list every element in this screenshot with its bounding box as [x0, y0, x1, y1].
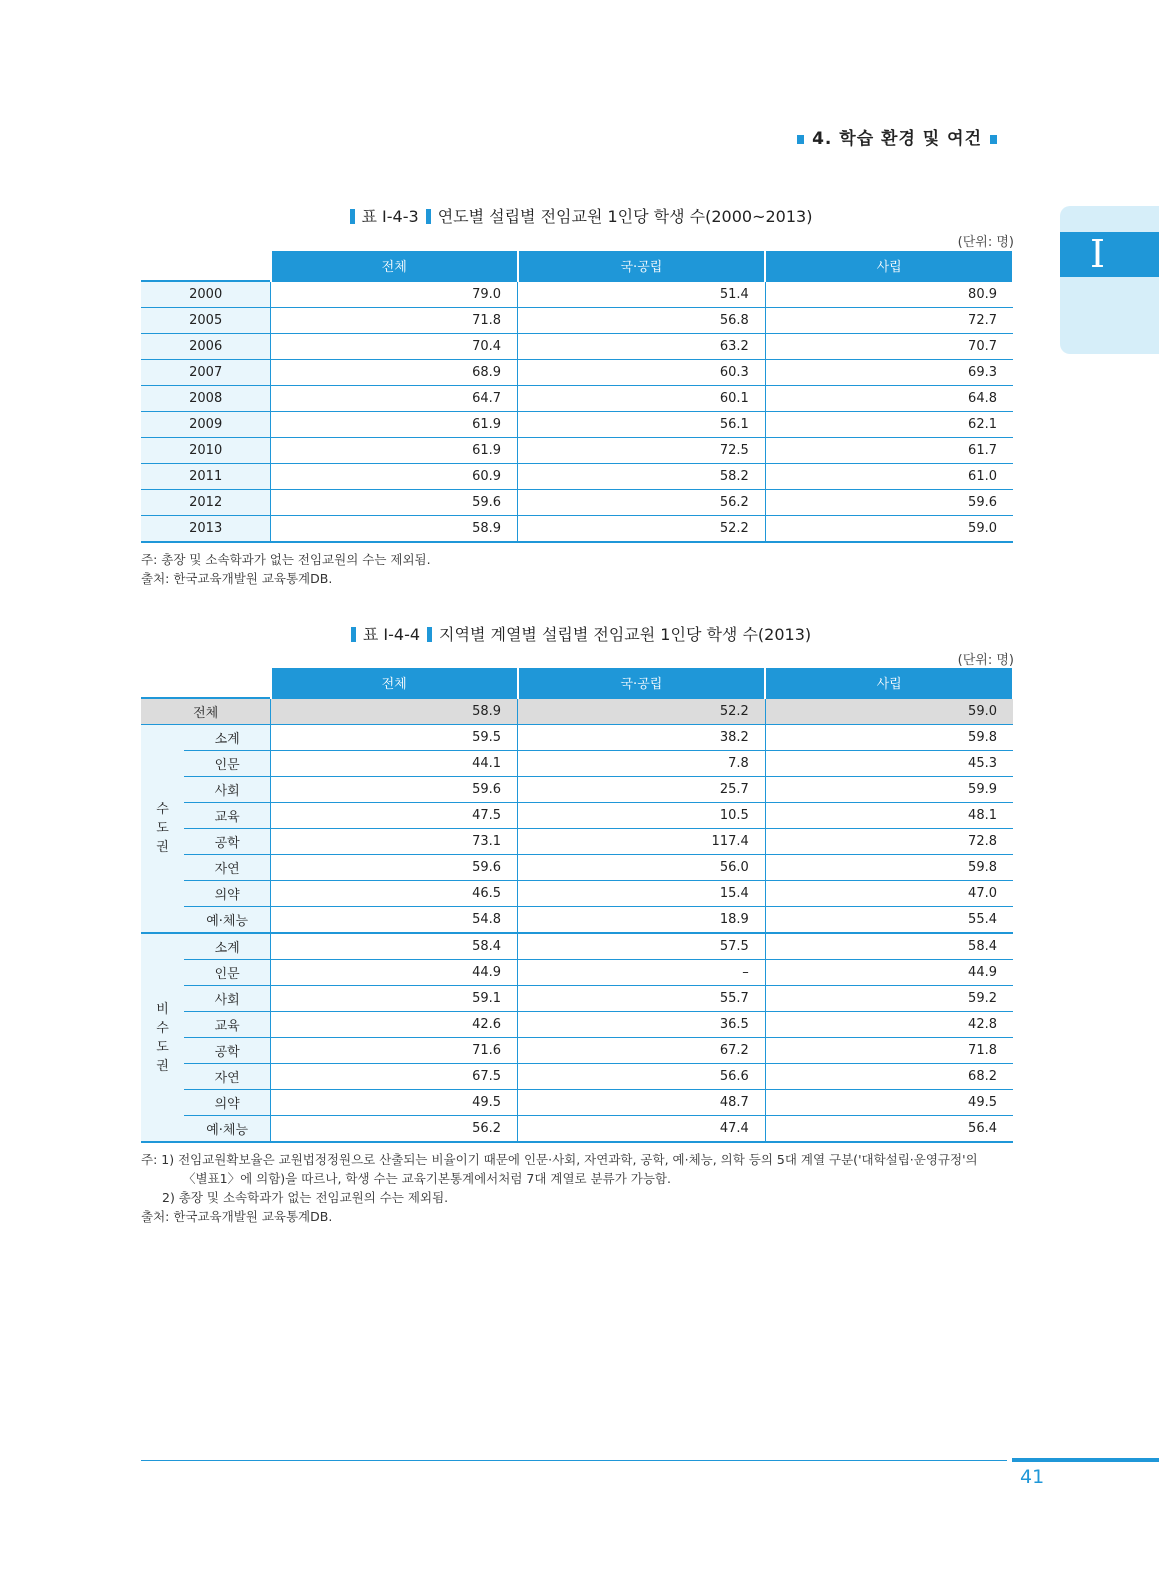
table2-col-header: 전체 — [271, 668, 518, 698]
table1-notes — [141, 550, 1021, 588]
table-row — [141, 412, 1013, 438]
table-row — [141, 803, 1013, 829]
field-cell: 소계 — [184, 933, 271, 960]
value-cell: 60.3 — [518, 360, 766, 386]
year-cell: 2007 — [141, 360, 271, 386]
bar-icon — [351, 627, 356, 642]
value-cell: 59.6 — [765, 490, 1013, 516]
value-cell: 59.6 — [271, 777, 518, 803]
field-cell: 소계 — [184, 725, 271, 751]
value-cell: 47.5 — [271, 803, 518, 829]
year-cell: 2013 — [141, 516, 271, 543]
table2-notes — [141, 1150, 1021, 1226]
value-cell: 71.8 — [765, 1038, 1013, 1064]
value-cell: 58.9 — [271, 698, 518, 725]
total-row — [141, 698, 1013, 725]
year-cell: 2006 — [141, 334, 271, 360]
table-row — [141, 281, 1013, 308]
year-cell: 2005 — [141, 308, 271, 334]
value-cell: 56.4 — [765, 1116, 1013, 1143]
table-row — [141, 725, 1013, 751]
table2-header-blank — [141, 668, 271, 698]
value-cell: 47.0 — [765, 881, 1013, 907]
table1-col-header: 전체 — [271, 251, 518, 281]
value-cell: 60.9 — [271, 464, 518, 490]
table1-col-header: 국·공립 — [518, 251, 766, 281]
field-cell: 사회 — [184, 986, 271, 1012]
footer-accent-bar — [1012, 1458, 1159, 1462]
value-cell: 55.7 — [518, 986, 766, 1012]
table2 — [141, 668, 1014, 1143]
value-cell: 55.4 — [765, 907, 1013, 934]
table-row — [141, 516, 1013, 543]
table2-code: 표 Ⅰ-4-4 — [362, 625, 421, 644]
value-cell: 71.8 — [271, 308, 518, 334]
table2-note-1: 주: 1) 전임교원확보율은 교원법정정원으로 산출되는 비율이기 때문에 인문·사회, 자연과학, 공학, 예·체능, 의학 등의 5대 계열 구분('대학설립·운영규정'의 — [141, 1152, 978, 1167]
value-cell: 44.9 — [271, 960, 518, 986]
chapter-side-number: Ⅰ — [1089, 232, 1105, 276]
field-cell: 사회 — [184, 777, 271, 803]
table-row — [141, 1012, 1013, 1038]
value-cell: 70.4 — [271, 334, 518, 360]
value-cell: 49.5 — [765, 1090, 1013, 1116]
value-cell: 72.5 — [518, 438, 766, 464]
table-row — [141, 490, 1013, 516]
value-cell: 38.2 — [518, 725, 766, 751]
value-cell: 59.8 — [765, 855, 1013, 881]
region-name: 비수도권 — [156, 1001, 169, 1074]
table-row — [141, 933, 1013, 960]
field-cell: 자연 — [184, 855, 271, 881]
value-cell: 61.7 — [765, 438, 1013, 464]
year-cell: 2008 — [141, 386, 271, 412]
table2-note-2: 2) 총장 및 소속학과가 없는 전임교원의 수는 제외됨. — [162, 1190, 449, 1205]
table1-note: 주: 총장 및 소속학과가 없는 전임교원의 수는 제외됨. — [141, 552, 431, 567]
value-cell: 71.6 — [271, 1038, 518, 1064]
value-cell: 42.8 — [765, 1012, 1013, 1038]
value-cell: 59.9 — [765, 777, 1013, 803]
value-cell: 48.7 — [518, 1090, 766, 1116]
page-number: 41 — [1020, 1466, 1045, 1488]
chapter-header — [789, 124, 1005, 149]
value-cell: 80.9 — [765, 281, 1013, 308]
table-row — [141, 438, 1013, 464]
value-cell: 52.2 — [518, 516, 766, 543]
table-row — [141, 829, 1013, 855]
value-cell: 68.2 — [765, 1064, 1013, 1090]
table2-col-header: 사립 — [765, 668, 1013, 698]
value-cell: 67.2 — [518, 1038, 766, 1064]
value-cell: 59.2 — [765, 986, 1013, 1012]
value-cell: 25.7 — [518, 777, 766, 803]
value-cell: 73.1 — [271, 829, 518, 855]
value-cell: 59.1 — [271, 986, 518, 1012]
value-cell: 79.0 — [271, 281, 518, 308]
table2-body — [141, 698, 1013, 1142]
value-cell: 72.8 — [765, 829, 1013, 855]
table2-col-header: 국·공립 — [518, 668, 766, 698]
value-cell: 56.6 — [518, 1064, 766, 1090]
table-row — [141, 777, 1013, 803]
value-cell: 58.4 — [271, 933, 518, 960]
table1-code: 표 Ⅰ-4-3 — [361, 207, 419, 226]
value-cell: 58.9 — [271, 516, 518, 543]
value-cell: 59.0 — [765, 698, 1013, 725]
value-cell: 51.4 — [518, 281, 766, 308]
value-cell: 117.4 — [518, 829, 766, 855]
value-cell: 63.2 — [518, 334, 766, 360]
value-cell: 44.1 — [271, 751, 518, 777]
value-cell: 68.9 — [271, 360, 518, 386]
table2-title-line — [141, 622, 1014, 645]
field-cell: 예·체능 — [184, 907, 271, 934]
field-cell: 자연 — [184, 1064, 271, 1090]
value-cell: 58.4 — [765, 933, 1013, 960]
table2-note-1-cont: 〈별표1〉에 의함)을 따르나, 학생 수는 교육기본통계에서처럼 7대 계열로 분류가 가능함. — [183, 1171, 671, 1186]
value-cell: 70.7 — [765, 334, 1013, 360]
table1-unit: (단위: 명) — [957, 235, 1014, 250]
year-cell: 2010 — [141, 438, 271, 464]
table1-header-blank — [141, 251, 271, 281]
table2-header-row — [141, 668, 1013, 698]
table-row — [141, 881, 1013, 907]
table1-header-row — [141, 251, 1013, 281]
value-cell: 58.2 — [518, 464, 766, 490]
table-row — [141, 751, 1013, 777]
value-cell: 59.5 — [271, 725, 518, 751]
table-row — [141, 1064, 1013, 1090]
value-cell: 36.5 — [518, 1012, 766, 1038]
bar-icon — [426, 209, 431, 224]
value-cell: 52.2 — [518, 698, 766, 725]
square-bullet-icon — [797, 135, 804, 144]
table1 — [141, 251, 1014, 543]
table-row — [141, 386, 1013, 412]
table-row — [141, 1090, 1013, 1116]
value-cell: 10.5 — [518, 803, 766, 829]
table-row — [141, 1116, 1013, 1143]
value-cell: 48.1 — [765, 803, 1013, 829]
table-row — [141, 360, 1013, 386]
value-cell: 59.6 — [271, 855, 518, 881]
region-cell — [141, 933, 184, 1142]
table-row — [141, 907, 1013, 934]
value-cell: 56.2 — [271, 1116, 518, 1143]
value-cell: 7.8 — [518, 751, 766, 777]
value-cell: 56.1 — [518, 412, 766, 438]
table-row — [141, 308, 1013, 334]
value-cell: 46.5 — [271, 881, 518, 907]
chapter-title: 4. 학습 환경 및 여건 — [812, 129, 982, 149]
table2-source: 출처: 한국교육개발원 교육통계DB. — [141, 1209, 333, 1224]
value-cell: – — [518, 960, 766, 986]
region-name: 수도권 — [156, 802, 169, 855]
value-cell: 67.5 — [271, 1064, 518, 1090]
value-cell: 62.1 — [765, 412, 1013, 438]
year-cell: 2000 — [141, 281, 271, 308]
value-cell: 69.3 — [765, 360, 1013, 386]
year-cell: 2012 — [141, 490, 271, 516]
value-cell: 61.9 — [271, 412, 518, 438]
table-row — [141, 986, 1013, 1012]
field-cell: 교육 — [184, 1012, 271, 1038]
field-cell: 의약 — [184, 1090, 271, 1116]
value-cell: 49.5 — [271, 1090, 518, 1116]
table1-title: 연도별 설립별 전임교원 1인당 학생 수(2000~2013) — [437, 207, 813, 226]
value-cell: 59.8 — [765, 725, 1013, 751]
value-cell: 60.1 — [518, 386, 766, 412]
value-cell: 61.0 — [765, 464, 1013, 490]
field-cell: 의약 — [184, 881, 271, 907]
value-cell: 54.8 — [271, 907, 518, 934]
table-row — [141, 334, 1013, 360]
value-cell: 64.8 — [765, 386, 1013, 412]
value-cell: 44.9 — [765, 960, 1013, 986]
year-cell: 2011 — [141, 464, 271, 490]
footer-rule — [141, 1460, 1007, 1461]
value-cell: 45.3 — [765, 751, 1013, 777]
year-cell: 2009 — [141, 412, 271, 438]
chapter-side-tab — [1060, 206, 1159, 354]
value-cell: 59.6 — [271, 490, 518, 516]
table2-unit: (단위: 명) — [957, 653, 1014, 668]
table1-source: 출처: 한국교육개발원 교육통계DB. — [141, 571, 333, 586]
bar-icon — [350, 209, 355, 224]
field-cell: 예·체능 — [184, 1116, 271, 1143]
table-row — [141, 1038, 1013, 1064]
total-label-cell: 전체 — [141, 698, 271, 725]
value-cell: 64.7 — [271, 386, 518, 412]
region-cell — [141, 725, 184, 934]
value-cell: 56.2 — [518, 490, 766, 516]
value-cell: 15.4 — [518, 881, 766, 907]
field-cell: 교육 — [184, 803, 271, 829]
table-row — [141, 855, 1013, 881]
field-cell: 인문 — [184, 960, 271, 986]
value-cell: 61.9 — [271, 438, 518, 464]
table2-title: 지역별 계열별 설립별 전임교원 1인당 학생 수(2013) — [439, 625, 812, 644]
table1-col-header: 사립 — [765, 251, 1013, 281]
value-cell: 56.8 — [518, 308, 766, 334]
bar-icon — [427, 627, 432, 642]
table1-body — [141, 281, 1013, 542]
table1-title-line — [141, 204, 1014, 227]
value-cell: 47.4 — [518, 1116, 766, 1143]
value-cell: 57.5 — [518, 933, 766, 960]
field-cell: 공학 — [184, 1038, 271, 1064]
table-row — [141, 960, 1013, 986]
value-cell: 72.7 — [765, 308, 1013, 334]
value-cell: 42.6 — [271, 1012, 518, 1038]
value-cell: 18.9 — [518, 907, 766, 934]
square-bullet-icon — [990, 135, 997, 144]
field-cell: 인문 — [184, 751, 271, 777]
table-row — [141, 464, 1013, 490]
value-cell: 56.0 — [518, 855, 766, 881]
field-cell: 공학 — [184, 829, 271, 855]
value-cell: 59.0 — [765, 516, 1013, 543]
